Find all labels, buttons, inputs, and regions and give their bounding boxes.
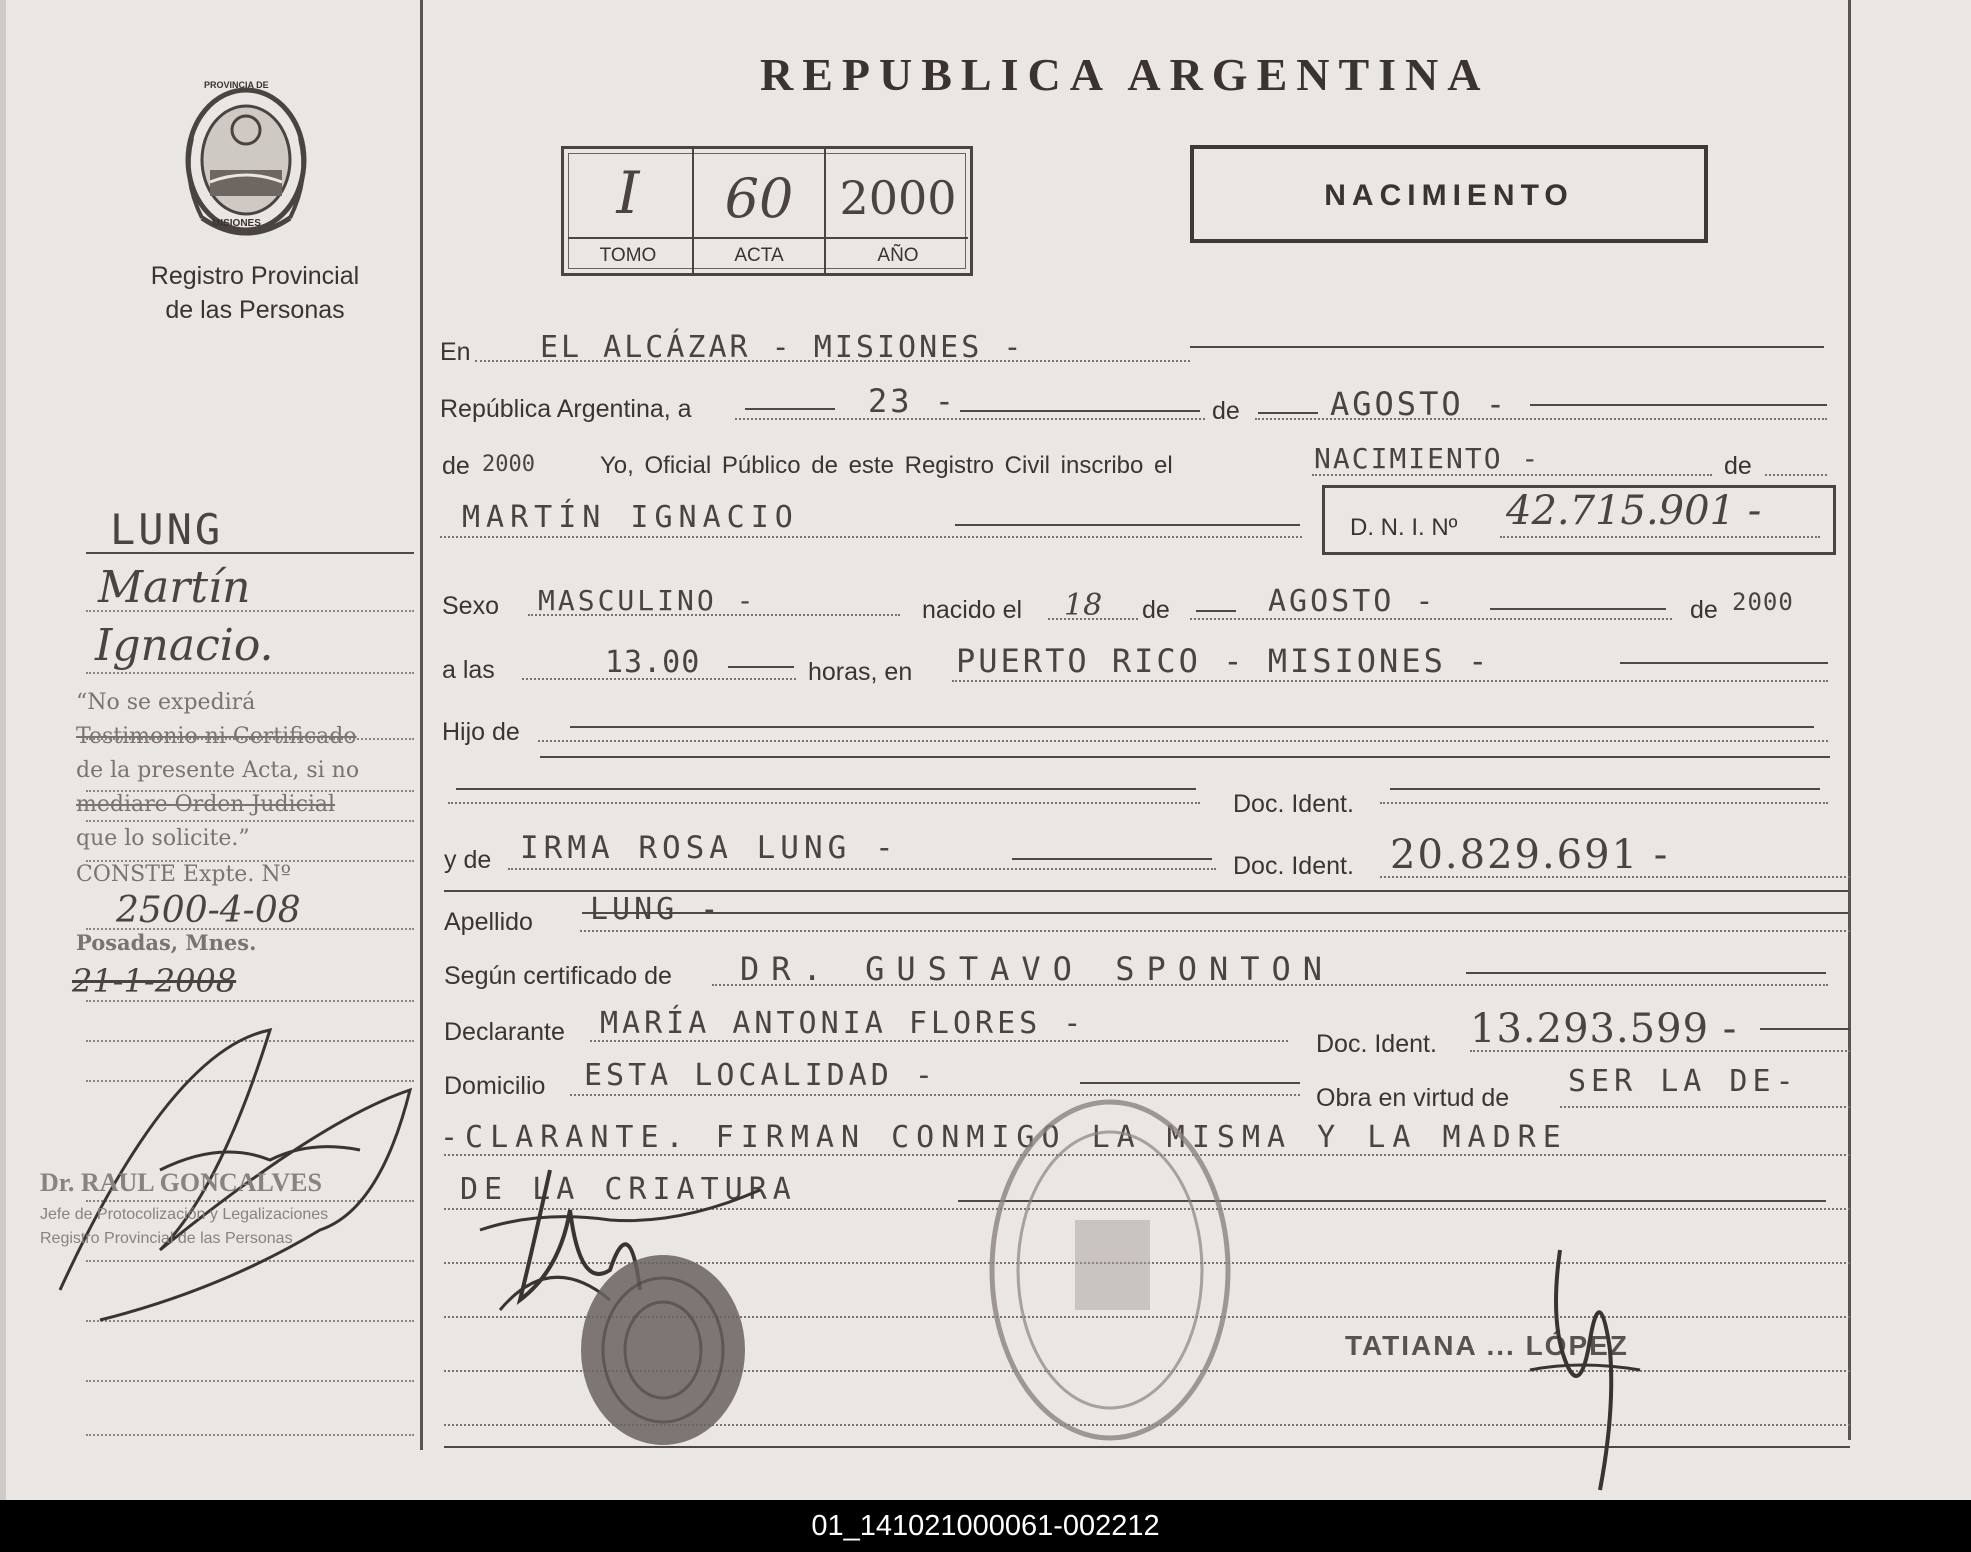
record-type-box [1190,145,1708,243]
child-name: MARTÍN IGNACIO [462,500,799,535]
margin-note-line-5: que lo solicite.” [76,826,250,851]
segun-label: Según certificado de [444,962,672,990]
republica-label: República Argentina, a [440,395,692,423]
de-label-2: de [1724,452,1752,480]
box-label-divider [568,237,968,239]
de-year-label: de [442,452,470,480]
apellido-label: Apellido [444,908,533,936]
anio-value: 2000 [839,171,957,225]
right-page-border [1848,0,1851,1440]
address-value: ESTA LOCALIDAD - [584,1058,937,1093]
obra-line-2: -CLARANTE. FIRMAN CONMIGO LA MISMA Y LA MADRE [440,1120,1568,1155]
mother-doc-value: 20.829.691 - [1390,832,1670,878]
margin-signature-icon [20,990,430,1340]
nacido-label: nacido el [922,596,1023,624]
officer-signature-icon [1520,1240,1660,1500]
tomo-value: I [616,159,640,227]
seal-top-text: PROVINCIA DE [204,80,269,90]
margin-second-name: Ignacio. [95,620,274,671]
margin-note-line-3: de la presente Acta, si no [76,758,360,783]
obra-label: Obra en virtud de [1316,1084,1510,1112]
tomo-label: TOMO [599,245,657,266]
registry-name-line1: Registro Provincial [150,262,360,290]
birth-year: 2000 [1732,588,1794,616]
father-doc-label: Doc. Ident. [1233,790,1354,818]
obra-line-3: DE LA CRIATURA [460,1172,797,1207]
en-label: En [440,338,471,366]
document-code-footer: 01_141021000061-002212 [0,1500,1971,1552]
margin-surname: LUNG [110,505,224,554]
hijo-label: Hijo de [442,718,520,746]
margin-note-line-2: Testimonio ni Certificado [76,724,357,749]
mother-name: IRMA ROSA LUNG - [520,830,899,866]
birth-month: AGOSTO - [1268,584,1437,619]
margin-first-name: Martín [98,562,251,613]
margin-stamp-name: Dr. RAUL GONCALVES [40,1168,322,1197]
record-type-label: NACIMIENTO [1324,179,1574,212]
birth-place: PUERTO RICO - MISIONES - [956,642,1491,680]
acta-label: ACTA [734,245,784,266]
obra-value: SER LA DE- [1568,1064,1799,1099]
sexo-label: Sexo [442,592,499,620]
a-las-label: a las [442,656,495,684]
y-de-label: y de [444,846,492,874]
fingerprint-icon [568,1250,758,1450]
doctor-name: DR. GUSTAVO SPONTON [740,950,1335,988]
place-of-registration: EL ALCÁZAR - MISIONES - [540,330,1025,365]
declarant-name: MARÍA ANTONIA FLORES - [600,1006,1086,1041]
officer-stamp: TATIANA ... LÓPEZ [1345,1330,1629,1361]
de-label-4: de [1690,596,1718,624]
expediente-number: 2500-4-08 [116,890,301,931]
birth-hour: 13.00 [605,645,701,680]
de-label-3: de [1142,596,1170,624]
acta-value: 60 [724,167,794,230]
margin-stamp-line3: Registro Provincial de las Personas [40,1230,293,1247]
domicilio-label: Domicilio [444,1072,546,1100]
mother-doc-label: Doc. Ident. [1233,852,1354,880]
conste-label: CONSTE Expte. Nº [76,862,291,887]
de-label-1: de [1212,397,1240,425]
page-title: REPUBLICA ARGENTINA [760,49,1490,100]
registration-day: 23 - [868,382,958,420]
margin-note [76,686,416,856]
registration-month: AGOSTO - [1330,385,1509,423]
margin-note-line-4: mediare Orden Judicial [76,792,336,817]
birth-day: 18 [1064,588,1103,623]
margin-place: Posadas, Mnes. [76,930,257,955]
margin-note-line-1: “No se expedirá [76,690,256,715]
declarant-doc-label: Doc. Ident. [1316,1030,1437,1058]
margin-stamp-line2: Jefe de Protocolización y Legalizaciones [40,1206,329,1223]
margin-date: 21-1-2008 [72,962,237,1000]
seal-bottom-text: MISIONES [212,218,261,229]
official-round-seal-icon [985,1090,1235,1450]
dni-value: 42.715.901 - [1506,488,1762,534]
event-type: NACIMIENTO - [1314,442,1541,475]
surname-value: LUNG - [590,892,723,927]
book-reference-box [561,146,973,276]
dni-label: D. N. I. Nº [1350,514,1458,541]
left-page-edge [0,0,6,1500]
declarant-doc-value: 13.293.599 - [1470,1006,1738,1052]
registration-year: 2000 [482,452,535,477]
misiones-seal-icon [172,78,320,238]
declarante-label: Declarante [444,1018,565,1046]
sex-value: MASCULINO - [538,584,757,617]
horas-label: horas, en [808,658,913,686]
registry-name-line2: de las Personas [165,296,345,324]
officer-statement: Yo, Oficial Público de este Registro Civil inscribo el [600,452,1173,479]
anio-label: AÑO [877,245,919,266]
